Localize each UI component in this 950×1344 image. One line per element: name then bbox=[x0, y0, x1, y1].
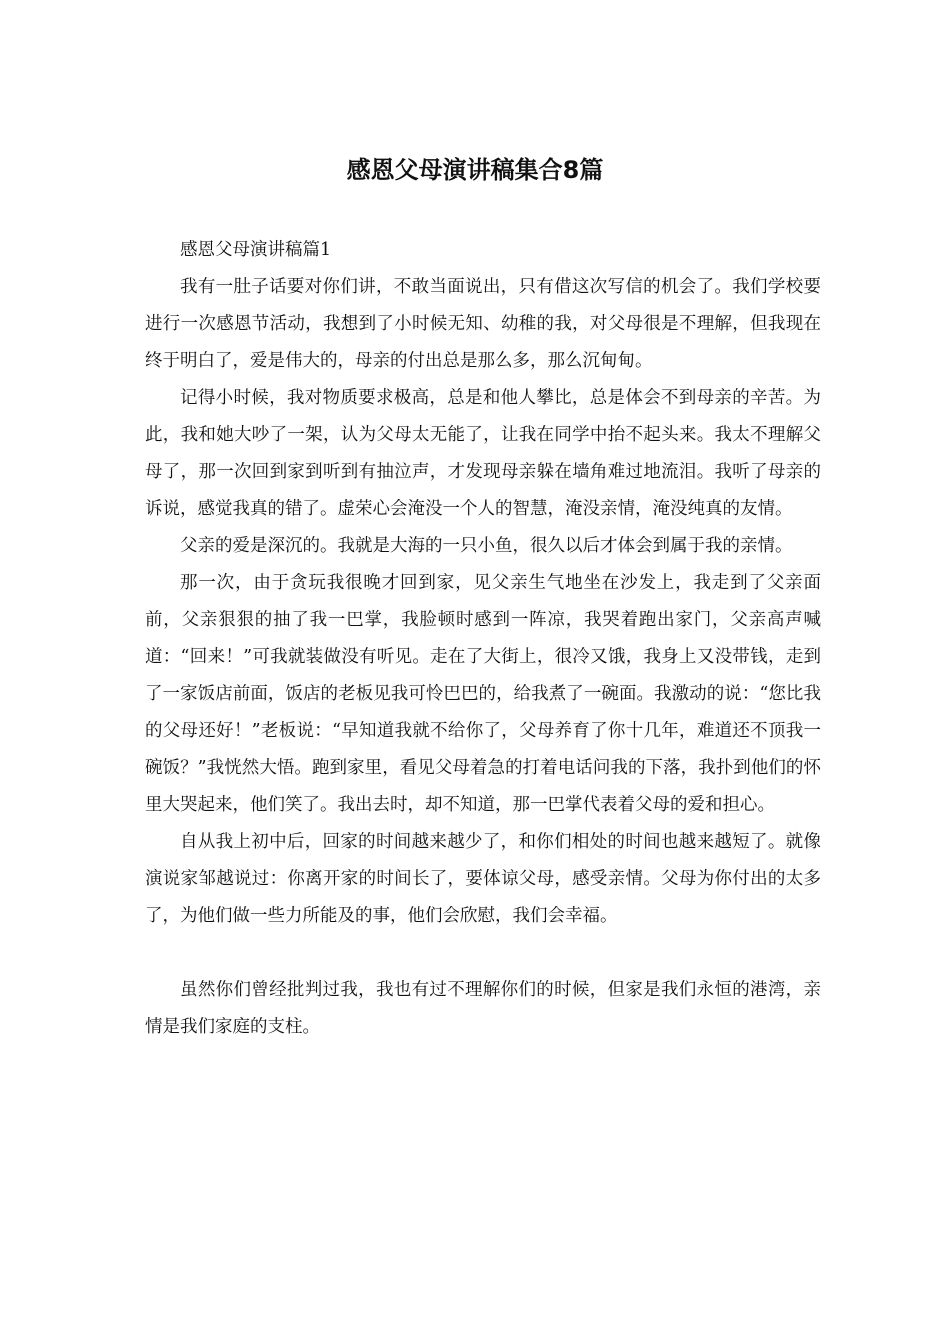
section-heading: 感恩父母演讲稿篇1 bbox=[180, 240, 332, 260]
paragraph-3: 父亲的爱是深沉的。我就是大海的一只小鱼，很久以后才体会到属于我的亲情。 bbox=[180, 536, 793, 556]
paragraph-1: 我有一肚子话要对你们讲，不敢当面说出，只有借这次写信的机会了。我们学校要进行一次感恩节活动，我想到了小时候无知、幼稚的我，对父母很是不理解，但我现在终于明白了，爱是伟大的，母亲的付出总是那么多，那么沉甸甸。 bbox=[145, 277, 821, 371]
paragraph-4: 那一次，由于贪玩我很晚才回到家，见父亲生气地坐在沙发上，我走到了父亲面前，父亲狠狠的抽了我一巴掌，我脸顿时感到一阵凉，我哭着跑出家门，父亲高声喊道：“回来！”可我就装做没有听见。走在了大街上，很冷又饿，我身上又没带钱，走到了一家饭店前面，饭店的老板见我可怜巴巴的，给我煮了一碗面。我激动的说：“您比我的父母还好！”老板说：“早知道我就不给你了，父母养育了你十几年，难道还不顶我一碗饭？”我恍然大悟。跑到家里，看见父母着急的打着电话问我的下落，我扑到他们的怀里大哭起来，他们笑了。我出去时，却不知道，那一巴掌代表着父母的爱和担心。 bbox=[145, 573, 821, 815]
document-body bbox=[145, 232, 821, 1046]
paragraph-6: 虽然你们曾经批判过我，我也有过不理解你们的时候，但家是我们永恒的港湾，亲情是我们家庭的支柱。 bbox=[145, 980, 821, 1037]
paragraph-spacer bbox=[145, 935, 821, 972]
document-title: 感恩父母演讲稿集合8篇 bbox=[346, 156, 604, 184]
paragraph-2: 记得小时候，我对物质要求极高，总是和他人攀比，总是体会不到母亲的辛苦。为此，我和她大吵了一架，认为父母太无能了，让我在同学中抬不起头来。我太不理解父母了，那一次回到家到听到有抽泣声，才发现母亲躲在墙角难过地流泪。我听了母亲的诉说，感觉我真的错了。虚荣心会淹没一个人的智慧，淹没亲情，淹没纯真的友情。 bbox=[145, 388, 821, 519]
paragraph-5: 自从我上初中后，回家的时间越来越少了，和你们相处的时间也越来越短了。就像演说家邹越说过：你离开家的时间长了，要体谅父母，感受亲情。父母为你付出的太多了，为他们做一些力所能及的事，他们会欣慰，我们会幸福。 bbox=[145, 832, 821, 926]
